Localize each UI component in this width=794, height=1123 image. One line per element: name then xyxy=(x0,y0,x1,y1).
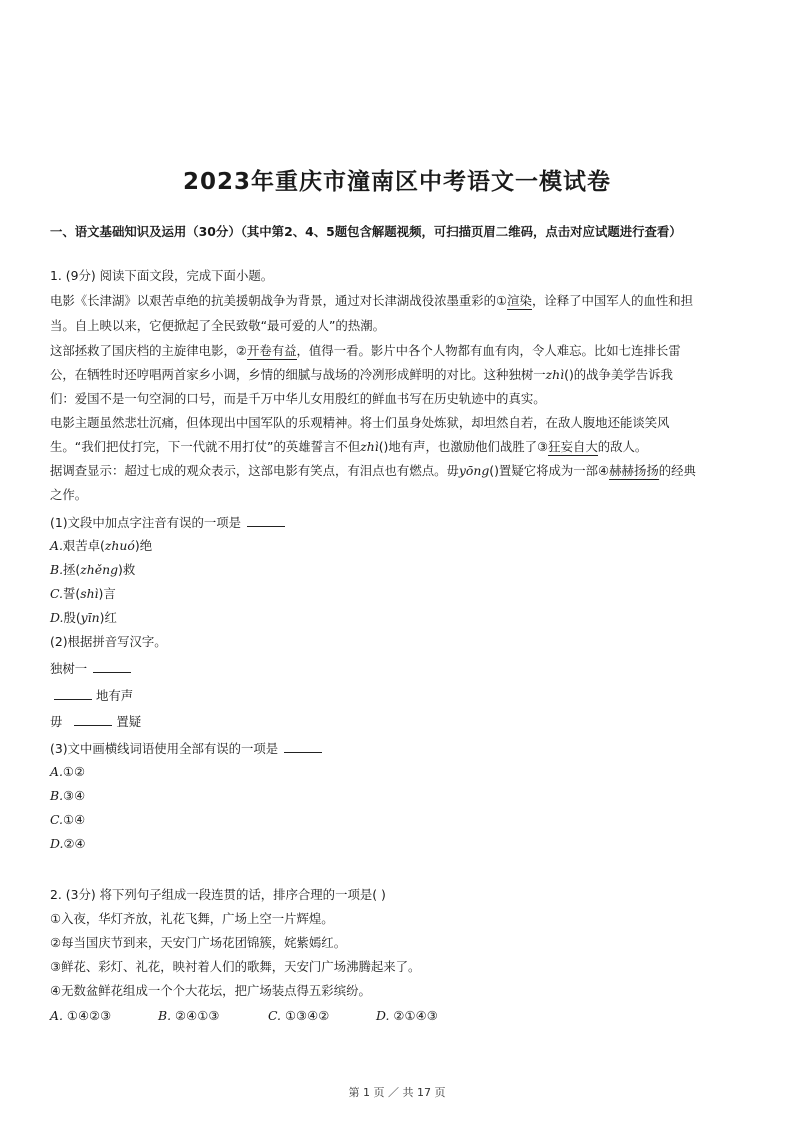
fill-item xyxy=(50,687,133,704)
option-a[interactable] xyxy=(50,764,85,780)
answer-blank[interactable] xyxy=(74,713,112,726)
option-text: ①② xyxy=(62,764,86,779)
passage-text: ()的战争美学告诉我 xyxy=(564,367,673,382)
fill-text: 地有声 xyxy=(96,688,134,703)
passage-line: 当。自上映以来，它便掀起了全民致敬“最可爱的人”的热潮。 xyxy=(50,318,385,333)
passage-line xyxy=(50,439,647,455)
passage-line xyxy=(50,343,681,359)
option-text: 拯( xyxy=(63,562,81,577)
pinyin: zhěng xyxy=(80,562,119,577)
option-letter: B. xyxy=(158,1008,172,1023)
option-text: )红 xyxy=(99,610,117,625)
option-letter: D. xyxy=(376,1008,390,1023)
option-text: 殷( xyxy=(63,610,81,625)
option-letter: C. xyxy=(50,812,63,827)
sub-question-1 xyxy=(50,514,285,531)
passage-text: 公，在牺牲时还哼唱两首家乡小调，乡情的细腻与战场的冷冽形成鲜明的对比。这种独树一 xyxy=(50,367,546,382)
option-b[interactable] xyxy=(50,788,85,804)
underlined-term: 赫赫扬扬 xyxy=(609,463,659,478)
option-letter: A. xyxy=(50,538,63,553)
fill-item xyxy=(50,660,131,677)
passage-line xyxy=(50,293,693,309)
pinyin: yīn xyxy=(80,610,100,625)
option-c[interactable] xyxy=(268,1008,376,1024)
option-b[interactable] xyxy=(50,562,135,578)
option-letter: D. xyxy=(50,836,64,851)
passage-text: ()置疑它将成为一部④ xyxy=(489,463,610,478)
option-text: ①④ xyxy=(62,812,86,827)
sub-question-2: (2)根据拼音写汉字。 xyxy=(50,634,167,649)
passage-text: ()地有声，也激励他们战胜了③ xyxy=(378,439,549,454)
option-a[interactable] xyxy=(50,538,152,554)
passage-line xyxy=(50,463,696,479)
option-letter: D. xyxy=(50,610,64,625)
sub-question-text: (1)文段中加点字注音有误的一项是 xyxy=(50,515,242,530)
option-text: ①③④② xyxy=(284,1008,330,1023)
pinyin: zhì xyxy=(360,439,379,454)
answer-options xyxy=(50,1008,438,1024)
answer-blank[interactable] xyxy=(247,514,285,527)
fill-text: 毋 xyxy=(50,714,63,729)
passage-text: 的经典 xyxy=(658,463,696,478)
fill-item xyxy=(50,713,141,730)
passage-text: 据调查显示：超过七成的观众表示，这部电影有笑点，有泪点也有燃点。毋 xyxy=(50,463,459,478)
sentence: ①入夜，华灯齐放，礼花飞舞，广场上空一片辉煌。 xyxy=(50,911,334,926)
passage-text: 生。“我们把仗打完，下一代就不用打仗”的英雄誓言不但 xyxy=(50,439,361,454)
passage-text: ，值得一看。影片中各个人物都有血有肉，令人难忘。比如七连排长雷 xyxy=(296,343,681,358)
sentence: ④无数盆鲜花组成一个个大花坛，把广场装点得五彩缤纷。 xyxy=(50,983,371,998)
option-text: )救 xyxy=(118,562,136,577)
fill-text: 独树一 xyxy=(50,661,88,676)
pinyin: yōng xyxy=(458,463,490,478)
option-letter: B. xyxy=(50,788,64,803)
sentence: ②每当国庆节到来，天安门广场花团锦簇，姹紫嫣红。 xyxy=(50,935,347,950)
underlined-term: 狂妄自大 xyxy=(548,439,598,454)
answer-blank[interactable] xyxy=(93,660,131,673)
option-letter: A. xyxy=(50,1008,63,1023)
answer-blank[interactable] xyxy=(284,740,322,753)
option-c[interactable] xyxy=(50,586,116,602)
option-d[interactable] xyxy=(376,1008,438,1024)
option-text: 艰苦卓( xyxy=(62,538,105,553)
option-letter: C. xyxy=(268,1008,281,1023)
option-c[interactable] xyxy=(50,812,85,828)
option-text: ①④②③ xyxy=(66,1008,112,1023)
passage-line: 们：爱国不是一句空洞的口号，而是千万中华儿女用殷红的鲜血书写在历史轨迹中的真实。 xyxy=(50,391,546,406)
question-1-header: 1. (9分) 阅读下面文段，完成下面小题。 xyxy=(50,268,274,283)
sentence: ③鲜花、彩灯、礼花，映衬着人们的歌舞，天安门广场沸腾起来了。 xyxy=(50,959,421,974)
option-text: )绝 xyxy=(134,538,153,553)
passage-text: ，诠释了中国军人的血性和担 xyxy=(531,293,694,308)
passage-text: 电影《长津湖》以艰苦卓绝的抗美援朝战争为背景，通过对长津湖战役浓墨重彩的① xyxy=(50,293,508,308)
option-text: 誓( xyxy=(62,586,81,601)
passage-text: 的敌人。 xyxy=(597,439,648,454)
pinyin: zhì xyxy=(545,367,565,382)
fill-text: 置疑 xyxy=(116,714,142,729)
option-letter: A. xyxy=(50,764,63,779)
option-text: ②④ xyxy=(63,836,86,851)
option-text: ②④①③ xyxy=(175,1008,220,1023)
sub-question-text: (3)文中画横线词语使用全部有误的一项是 xyxy=(50,741,279,756)
section-heading: 一、语文基础知识及运用（30分）（其中第2、4、5题包含解题视频，可扫描页眉二维码，点击对应试题进行查看） xyxy=(50,224,682,239)
pinyin: zhuó xyxy=(104,538,135,553)
page-footer: 第 1 页 ／ 共 17 页 xyxy=(348,1086,446,1099)
passage-line: 电影主题虽然悲壮沉痛，但体现出中国军队的乐观精神。将士们虽身处炼狱，却坦然自若，在敌人腹地还能谈笑风 xyxy=(50,415,670,430)
option-d[interactable] xyxy=(50,610,117,626)
answer-blank[interactable] xyxy=(54,687,92,700)
option-a[interactable] xyxy=(50,1008,158,1024)
question-2-header: 2. (3分) 将下列句子组成一段连贯的话，排序合理的一项是( ) xyxy=(50,887,386,902)
passage-line: 之作。 xyxy=(50,487,88,502)
passage-text: 这部拯救了国庆档的主旋律电影，② xyxy=(50,343,247,358)
option-d[interactable] xyxy=(50,836,86,852)
underlined-term: 渲染 xyxy=(507,293,532,308)
option-text: )言 xyxy=(98,586,116,601)
option-text: ②①④③ xyxy=(393,1008,438,1023)
option-b[interactable] xyxy=(158,1008,268,1024)
sub-question-3 xyxy=(50,740,322,757)
page-title: 2023年重庆市潼南区中考语文一模试卷 xyxy=(182,169,611,195)
option-letter: C. xyxy=(50,586,63,601)
underlined-term: 开卷有益 xyxy=(246,343,297,358)
passage-line xyxy=(50,367,673,383)
option-text: ③④ xyxy=(63,788,86,803)
option-letter: B. xyxy=(50,562,64,577)
pinyin: shì xyxy=(80,586,99,601)
